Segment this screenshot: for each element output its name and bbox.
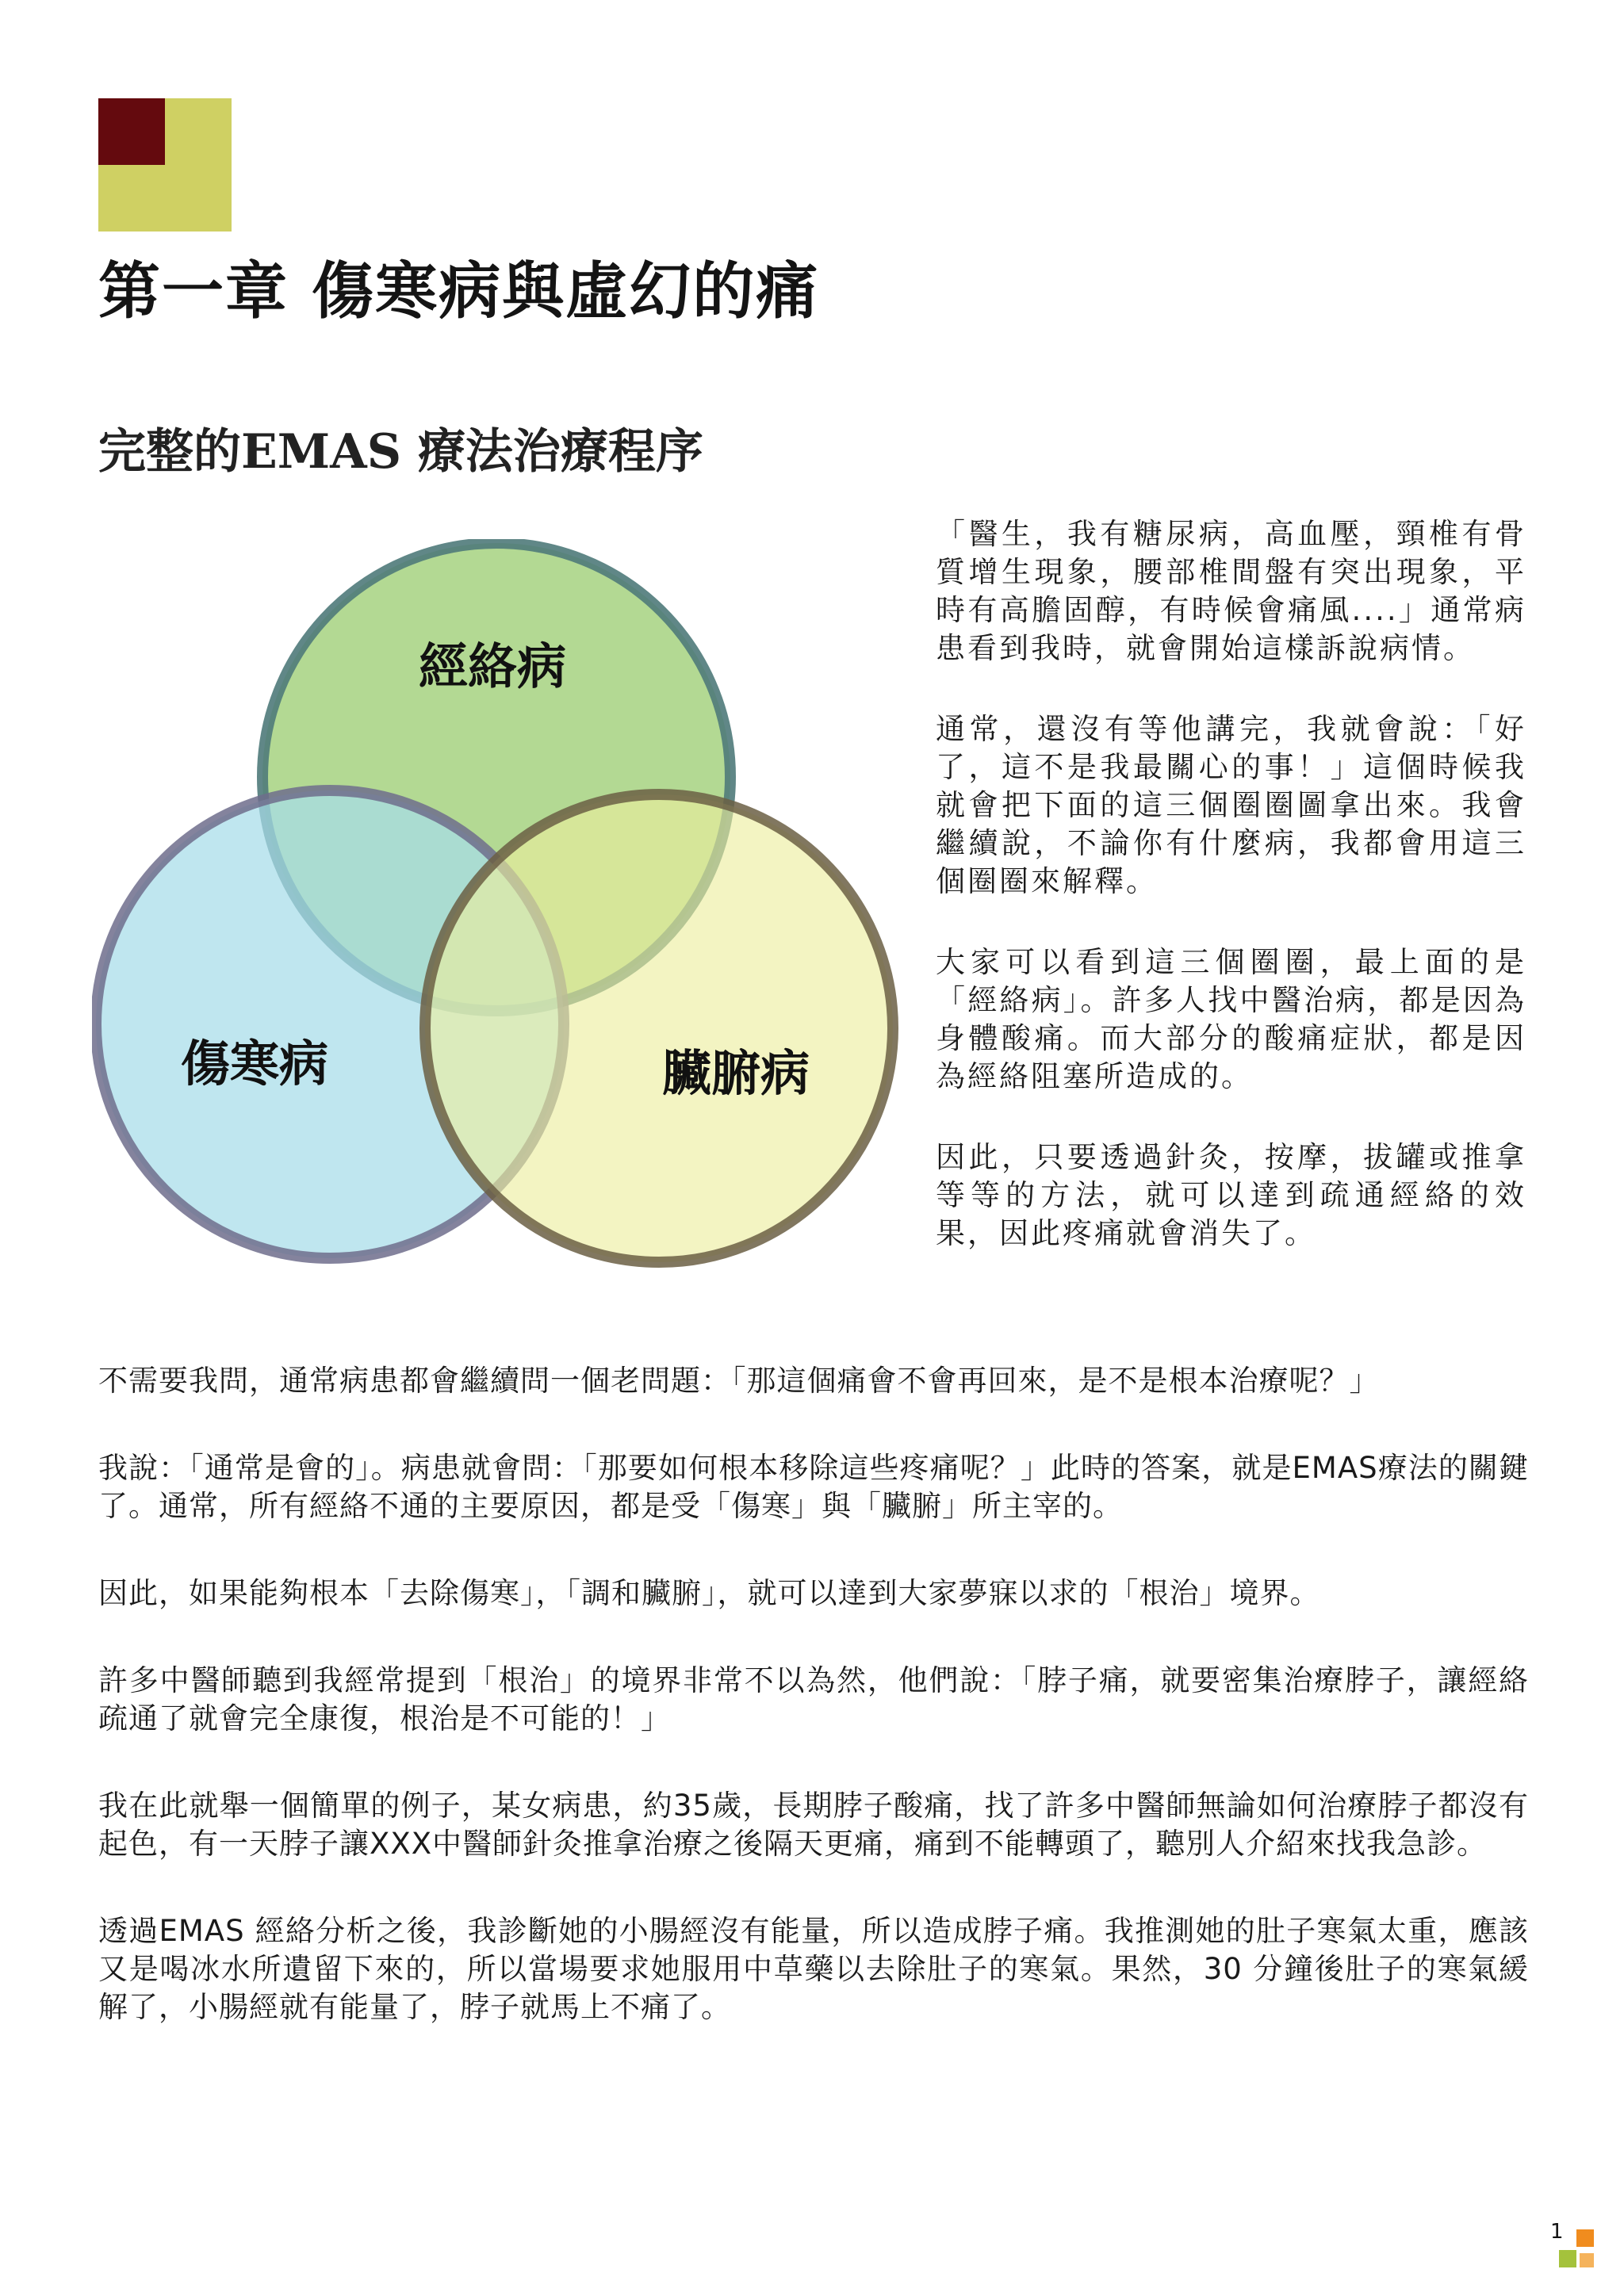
logo-square-dark — [98, 98, 165, 165]
corner-square-green — [1559, 2250, 1576, 2267]
venn-label-left: 傷寒病 — [180, 1035, 329, 1093]
corner-square-orange-2 — [1580, 2253, 1594, 2267]
venn-label-right: 臟腑病 — [661, 1044, 810, 1102]
venn-circle-right — [425, 794, 893, 1262]
body-paragraph: 因此，如果能夠根本「去除傷寒」，「調和臟腑」，就可以達到大家夢寐以求的「根治」境界。 — [98, 1576, 1320, 1610]
body-paragraph: 透過EMAS 經絡分析之後，我診斷她的小腸經沒有能量，所以造成脖子痛。我推測她的肚子寒氣太重，應該又是喝冰水所遺留下來的，所以當場要求她服用中草藥以去除肚子的寒氣。果然，30 分鐘後肚子的寒氣緩解了，小腸經就有能量了，脖子就馬上不痛了。 — [98, 1914, 1529, 2024]
venn-label-top: 經絡病 — [418, 637, 567, 695]
body-paragraph: 我說：「通常是會的」。病患就會問：「那要如何根本移除這些疼痛呢？」此時的答案，就是EMAS療法的關鍵了。通常，所有經絡不通的主要原因，都是受「傷寒」與「臟腑」所主宰的。 — [98, 1451, 1529, 1523]
corner-square-orange — [1576, 2229, 1594, 2247]
logo-squares — [98, 98, 232, 232]
chapter-title: 第一章 傷寒病與虛幻的痛 — [98, 255, 820, 327]
section-title: 完整的EMAS 療法治療程序 — [98, 424, 703, 480]
side-column — [936, 515, 1526, 1295]
body-paragraph: 不需要我問，通常病患都會繼續問一個老問題：「那這個痛會不會再回來，是不是根本治療呢？」 — [98, 1364, 1380, 1398]
venn-diagram — [92, 539, 909, 1284]
corner-squares-icon — [1556, 2229, 1603, 2277]
body-paragraph: 許多中醫師聽到我經常提到「根治」的境界非常不以為然，他們說：「脖子痛，就要密集治療脖子，讓經絡疏通了就會完全康復，根治是不可能的！」 — [98, 1663, 1529, 1735]
side-paragraph: 因此，只要透過針灸，按摩，拔罐或推拿等等的方法，就可以達到疏通經絡的效果，因此疼痛就會消失了。 — [936, 1140, 1526, 1250]
page-number: 1 — [1550, 2220, 1564, 2244]
side-paragraph: 大家可以看到這三個圈圈，最上面的是「經絡病」。許多人找中醫治病，都是因為身體酸痛。而大部分的酸痛症狀，都是因為經絡阻塞所造成的。 — [936, 945, 1526, 1093]
body-column — [98, 1362, 1529, 2076]
side-paragraph: 通常，還沒有等他講完，我就會說：「好了，這不是我最關心的事！」這個時候我就會把下面的這三個圈圈圖拿出來。我會繼續說，不論你有什麼病，我都會用這三個圈圈來解釋。 — [936, 712, 1526, 898]
side-paragraph: 「醫生，我有糖尿病，高血壓，頸椎有骨質增生現象，腰部椎間盤有突出現象，平時有高膽固醇，有時候會痛風....」通常病患看到我時，就會開始這樣訴說病情。 — [936, 517, 1526, 665]
body-paragraph: 我在此就舉一個簡單的例子，某女病患，約35歲，長期脖子酸痛，找了許多中醫師無論如何治療脖子都沒有起色，有一天脖子讓XXX中醫師針灸推拿治療之後隔天更痛，痛到不能轉頭了，聽別人介紹來找我急診。 — [98, 1789, 1530, 1861]
